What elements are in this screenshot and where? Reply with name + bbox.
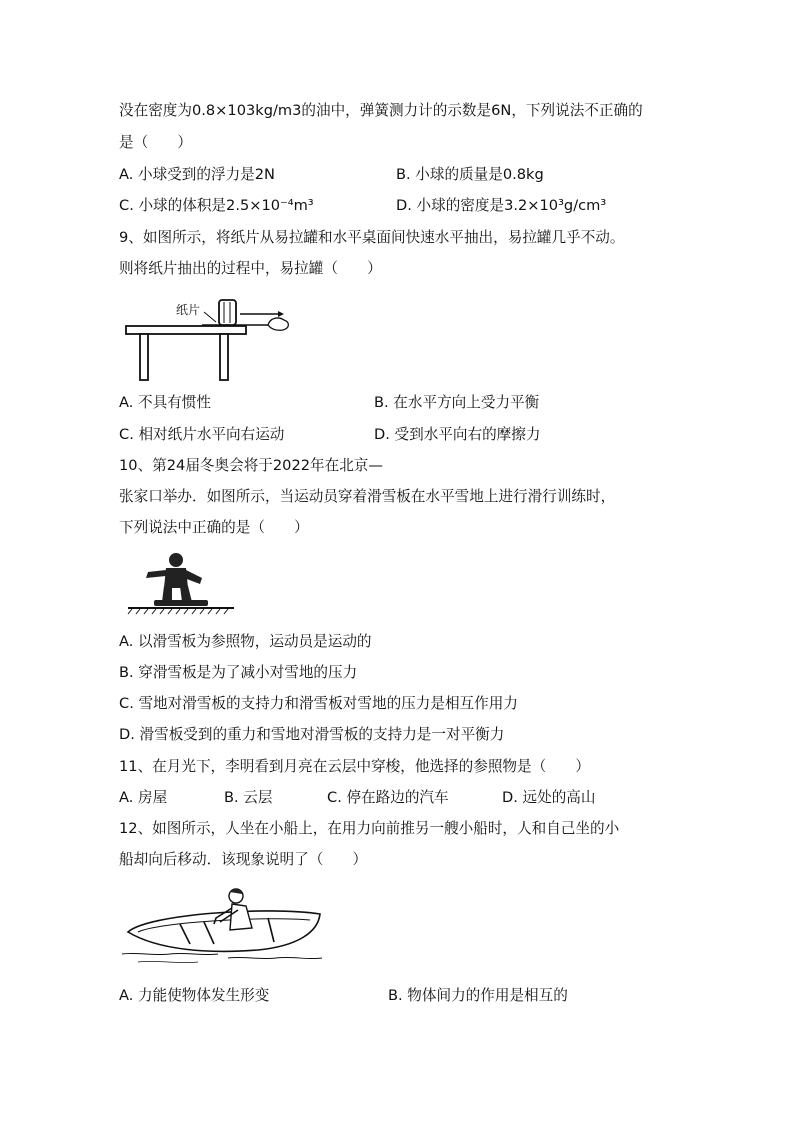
- q12-option-a[interactable]: A. 力能使物体发生形变: [119, 987, 270, 1004]
- q11-option-b[interactable]: B. 云层: [224, 789, 273, 806]
- q11-option-d[interactable]: D. 远处的高山: [502, 789, 596, 806]
- q9-stem-line2: 则将纸片抽出的过程中，易拉罐（ ）: [119, 260, 382, 277]
- q10-stem-line3: 下列说法中正确的是（ ）: [119, 519, 309, 536]
- q8-option-b[interactable]: B. 小球的质量是0.8kg: [396, 166, 544, 183]
- q11-option-c[interactable]: C. 停在路边的汽车: [327, 789, 449, 806]
- q8-option-c[interactable]: C. 小球的体积是2.5×10⁻⁴m³: [119, 197, 314, 214]
- q8-stem-line2: 是（ ）: [119, 134, 192, 151]
- q12-stem-line2: 船却向后移动．该现象说明了（ ）: [119, 851, 368, 868]
- q9-table-figure: [118, 292, 298, 384]
- q10-option-d[interactable]: D. 滑雪板受到的重力和雪地对滑雪板的支持力是一对平衡力: [119, 726, 505, 743]
- q10-option-c[interactable]: C. 雪地对滑雪板的支持力和滑雪板对雪地的压力是相互作用力: [119, 695, 518, 712]
- q9-option-b[interactable]: B. 在水平方向上受力平衡: [374, 394, 540, 411]
- q8-option-a[interactable]: A. 小球受到的浮力是2N: [119, 166, 275, 183]
- q9-paper-label: 纸片: [176, 303, 201, 317]
- q9-option-c[interactable]: C. 相对纸片水平向右运动: [119, 426, 285, 443]
- q8-option-d[interactable]: D. 小球的密度是3.2×10³g/cm³: [396, 197, 607, 214]
- q11-stem-line1: 11、在月光下，李明看到月亮在云层中穿梭，他选择的参照物是（ ）: [119, 758, 590, 775]
- q8-stem-line1: 没在密度为0.8×103kg/m3的油中，弹簧测力计的示数是6N，下列说法不正确的: [119, 102, 643, 119]
- q9-option-d[interactable]: D. 受到水平向右的摩擦力: [374, 426, 541, 443]
- q10-option-a[interactable]: A. 以滑雪板为参照物，运动员是运动的: [119, 633, 372, 650]
- q9-option-a[interactable]: A. 不具有惯性: [119, 394, 211, 411]
- q11-option-a[interactable]: A. 房屋: [119, 789, 168, 806]
- q10-stem-line2: 张家口举办．如图所示，当运动员穿着滑雪板在水平雪地上进行滑行训练时，: [119, 488, 616, 505]
- q10-skier-figure: [126, 548, 238, 618]
- q12-stem-line1: 12、如图所示，人坐在小船上，在用力向前推另一艘小船时，人和自己坐的小: [119, 820, 620, 837]
- q10-option-b[interactable]: B. 穿滑雪板是为了减小对雪地的压力: [119, 664, 358, 681]
- q9-stem-line1: 9、如图所示，将纸片从易拉罐和水平桌面间快速水平抽出，易拉罐几乎不动。: [119, 229, 625, 246]
- q12-boat-figure: [118, 880, 328, 970]
- q10-stem-line1: 10、第24届冬奥会将于2022年在北京—: [119, 457, 383, 474]
- q12-option-b[interactable]: B. 物体间力的作用是相互的: [388, 987, 568, 1004]
